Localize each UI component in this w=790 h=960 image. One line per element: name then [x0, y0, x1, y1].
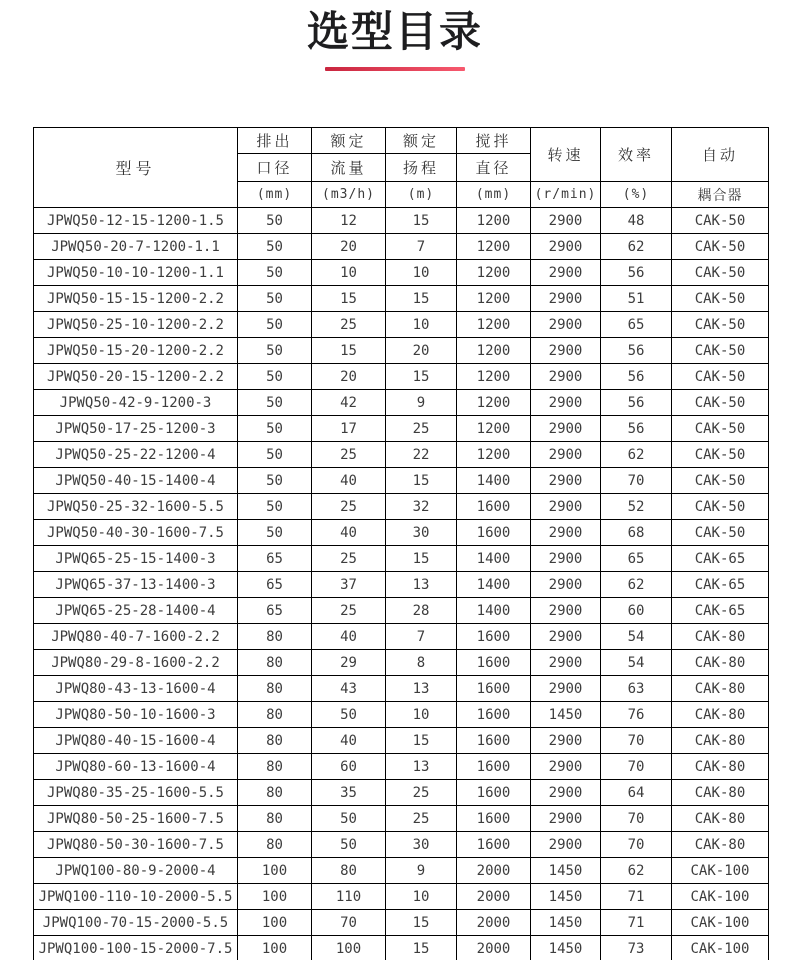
coupling-cell: CAK-80 [672, 650, 769, 676]
table-row [34, 780, 769, 806]
rated-flow-cell: 25 [312, 546, 386, 572]
table-row [34, 442, 769, 468]
model-cell: JPWQ65-37-13-1400-3 [34, 572, 238, 598]
rated-flow-cell: 15 [312, 286, 386, 312]
rated-flow-cell: 15 [312, 338, 386, 364]
outlet-diameter-cell: 65 [238, 598, 312, 624]
model-cell: JPWQ50-17-25-1200-3 [34, 416, 238, 442]
efficiency-cell: 62 [601, 442, 672, 468]
efficiency-cell: 70 [601, 832, 672, 858]
rated-flow-cell: 40 [312, 468, 386, 494]
table-row [34, 936, 769, 960]
mixing-diameter-header-line1: 搅拌 [457, 128, 531, 154]
efficiency-cell: 71 [601, 910, 672, 936]
table-row [34, 806, 769, 832]
rated-head-cell: 15 [386, 936, 457, 960]
model-cell: JPWQ80-40-7-1600-2.2 [34, 624, 238, 650]
coupling-cell: CAK-80 [672, 780, 769, 806]
model-cell: JPWQ100-100-15-2000-7.5 [34, 936, 238, 960]
rated-flow-cell: 100 [312, 936, 386, 960]
rated-flow-cell: 50 [312, 806, 386, 832]
outlet-diameter-cell: 80 [238, 702, 312, 728]
rated-flow-cell: 43 [312, 676, 386, 702]
outlet-diameter-cell: 50 [238, 234, 312, 260]
model-cell: JPWQ80-43-13-1600-4 [34, 676, 238, 702]
coupling-cell: CAK-50 [672, 442, 769, 468]
coupling-cell: CAK-80 [672, 624, 769, 650]
rated-flow-cell: 20 [312, 364, 386, 390]
speed-cell: 2900 [531, 676, 601, 702]
coupling-cell: CAK-50 [672, 208, 769, 234]
table-row [34, 286, 769, 312]
speed-cell: 2900 [531, 338, 601, 364]
efficiency-cell: 56 [601, 260, 672, 286]
speed-cell: 2900 [531, 234, 601, 260]
table-row [34, 910, 769, 936]
efficiency-cell: 65 [601, 312, 672, 338]
rated-flow-cell: 50 [312, 702, 386, 728]
coupling-cell: CAK-50 [672, 234, 769, 260]
efficiency-cell: 52 [601, 494, 672, 520]
rated-head-cell: 10 [386, 260, 457, 286]
outlet-diameter-unit: (mm) [238, 182, 312, 208]
rated-flow-cell: 40 [312, 520, 386, 546]
rated-flow-header-line1: 额定 [312, 128, 386, 154]
efficiency-cell: 70 [601, 806, 672, 832]
coupling-cell: CAK-50 [672, 286, 769, 312]
rated-head-cell: 15 [386, 546, 457, 572]
outlet-diameter-cell: 80 [238, 676, 312, 702]
table-row [34, 468, 769, 494]
efficiency-column-header: 效率 [601, 128, 672, 182]
table-row [34, 650, 769, 676]
efficiency-cell: 56 [601, 364, 672, 390]
mixing-diameter-cell: 1200 [457, 364, 531, 390]
outlet-diameter-cell: 100 [238, 910, 312, 936]
rated-flow-header-line2: 流量 [312, 154, 386, 182]
efficiency-cell: 68 [601, 520, 672, 546]
mixing-diameter-cell: 1200 [457, 312, 531, 338]
rated-flow-cell: 35 [312, 780, 386, 806]
outlet-diameter-cell: 50 [238, 442, 312, 468]
model-cell: JPWQ50-25-10-1200-2.2 [34, 312, 238, 338]
model-cell: JPWQ50-20-15-1200-2.2 [34, 364, 238, 390]
table-header [34, 128, 769, 208]
coupling-cell: CAK-50 [672, 338, 769, 364]
coupling-cell: CAK-100 [672, 936, 769, 960]
efficiency-cell: 54 [601, 650, 672, 676]
efficiency-cell: 60 [601, 598, 672, 624]
speed-cell: 2900 [531, 494, 601, 520]
efficiency-cell: 70 [601, 754, 672, 780]
model-cell: JPWQ80-60-13-1600-4 [34, 754, 238, 780]
outlet-diameter-cell: 50 [238, 468, 312, 494]
outlet-diameter-cell: 65 [238, 572, 312, 598]
coupling-cell: CAK-80 [672, 754, 769, 780]
model-cell: JPWQ50-15-15-1200-2.2 [34, 286, 238, 312]
rated-flow-cell: 25 [312, 442, 386, 468]
mixing-diameter-cell: 1600 [457, 676, 531, 702]
rated-head-cell: 20 [386, 338, 457, 364]
coupling-cell: CAK-50 [672, 494, 769, 520]
speed-cell: 2900 [531, 520, 601, 546]
efficiency-cell: 56 [601, 416, 672, 442]
efficiency-cell: 56 [601, 338, 672, 364]
speed-cell: 2900 [531, 780, 601, 806]
speed-cell: 2900 [531, 728, 601, 754]
table-row [34, 884, 769, 910]
coupling-cell: CAK-50 [672, 520, 769, 546]
table-row [34, 494, 769, 520]
speed-cell: 2900 [531, 754, 601, 780]
outlet-diameter-cell: 50 [238, 286, 312, 312]
table-row [34, 728, 769, 754]
rated-head-cell: 9 [386, 858, 457, 884]
rated-head-cell: 32 [386, 494, 457, 520]
efficiency-cell: 73 [601, 936, 672, 960]
outlet-diameter-cell: 50 [238, 338, 312, 364]
efficiency-cell: 62 [601, 572, 672, 598]
table-row [34, 234, 769, 260]
coupling-cell: CAK-50 [672, 390, 769, 416]
mixing-diameter-cell: 1600 [457, 728, 531, 754]
rated-head-cell: 13 [386, 572, 457, 598]
rated-head-cell: 28 [386, 598, 457, 624]
rated-head-cell: 25 [386, 416, 457, 442]
rated-head-cell: 25 [386, 780, 457, 806]
mixing-diameter-cell: 1600 [457, 754, 531, 780]
rated-flow-cell: 50 [312, 832, 386, 858]
coupling-cell: CAK-80 [672, 676, 769, 702]
table-row [34, 364, 769, 390]
rated-flow-cell: 80 [312, 858, 386, 884]
mixing-diameter-cell: 1600 [457, 702, 531, 728]
rated-flow-cell: 37 [312, 572, 386, 598]
table-row [34, 390, 769, 416]
outlet-diameter-cell: 50 [238, 416, 312, 442]
outlet-diameter-cell: 50 [238, 364, 312, 390]
rated-flow-unit: (m3/h) [312, 182, 386, 208]
rated-head-cell: 10 [386, 884, 457, 910]
table-row [34, 260, 769, 286]
mixing-diameter-unit: (mm) [457, 182, 531, 208]
mixing-diameter-cell: 1600 [457, 832, 531, 858]
rated-flow-cell: 70 [312, 910, 386, 936]
speed-cell: 2900 [531, 832, 601, 858]
model-cell: JPWQ65-25-28-1400-4 [34, 598, 238, 624]
coupling-cell: CAK-100 [672, 884, 769, 910]
coupling-cell: CAK-80 [672, 702, 769, 728]
model-cell: JPWQ50-15-20-1200-2.2 [34, 338, 238, 364]
selection-table [33, 127, 769, 960]
speed-cell: 2900 [531, 416, 601, 442]
model-cell: JPWQ100-80-9-2000-4 [34, 858, 238, 884]
rated-head-cell: 13 [386, 676, 457, 702]
speed-cell: 2900 [531, 468, 601, 494]
rated-flow-cell: 42 [312, 390, 386, 416]
coupling-cell: CAK-80 [672, 806, 769, 832]
mixing-diameter-cell: 1400 [457, 546, 531, 572]
coupling-column-header-line2: 耦合器 [672, 182, 769, 208]
outlet-diameter-header-line2: 口径 [238, 154, 312, 182]
speed-cell: 1450 [531, 858, 601, 884]
model-cell: JPWQ50-10-10-1200-1.1 [34, 260, 238, 286]
rated-head-cell: 8 [386, 650, 457, 676]
coupling-cell: CAK-100 [672, 910, 769, 936]
speed-cell: 2900 [531, 390, 601, 416]
model-cell: JPWQ50-40-15-1400-4 [34, 468, 238, 494]
rated-head-cell: 10 [386, 312, 457, 338]
mixing-diameter-cell: 1400 [457, 598, 531, 624]
speed-cell: 2900 [531, 442, 601, 468]
speed-cell: 1450 [531, 936, 601, 960]
coupling-cell: CAK-65 [672, 546, 769, 572]
efficiency-cell: 48 [601, 208, 672, 234]
outlet-diameter-cell: 100 [238, 858, 312, 884]
speed-cell: 2900 [531, 286, 601, 312]
coupling-cell: CAK-50 [672, 312, 769, 338]
coupling-cell: CAK-50 [672, 468, 769, 494]
efficiency-cell: 63 [601, 676, 672, 702]
rated-flow-cell: 25 [312, 598, 386, 624]
table-row [34, 546, 769, 572]
model-cell: JPWQ50-25-32-1600-5.5 [34, 494, 238, 520]
mixing-diameter-cell: 1600 [457, 650, 531, 676]
rated-head-header-line1: 额定 [386, 128, 457, 154]
model-cell: JPWQ100-70-15-2000-5.5 [34, 910, 238, 936]
speed-cell: 1450 [531, 884, 601, 910]
rated-flow-cell: 40 [312, 624, 386, 650]
coupling-cell: CAK-50 [672, 260, 769, 286]
mixing-diameter-cell: 1200 [457, 260, 531, 286]
mixing-diameter-cell: 1600 [457, 624, 531, 650]
efficiency-cell: 70 [601, 728, 672, 754]
speed-cell: 2900 [531, 364, 601, 390]
title-divider [325, 67, 465, 71]
rated-head-cell: 15 [386, 910, 457, 936]
outlet-diameter-header-line1: 排出 [238, 128, 312, 154]
outlet-diameter-cell: 50 [238, 494, 312, 520]
outlet-diameter-cell: 50 [238, 390, 312, 416]
model-cell: JPWQ80-29-8-1600-2.2 [34, 650, 238, 676]
table-row [34, 832, 769, 858]
rated-flow-cell: 40 [312, 728, 386, 754]
mixing-diameter-cell: 1400 [457, 468, 531, 494]
efficiency-cell: 71 [601, 884, 672, 910]
outlet-diameter-cell: 80 [238, 780, 312, 806]
model-cell: JPWQ50-42-9-1200-3 [34, 390, 238, 416]
mixing-diameter-cell: 2000 [457, 936, 531, 960]
outlet-diameter-cell: 50 [238, 312, 312, 338]
rated-head-cell: 7 [386, 234, 457, 260]
mixing-diameter-cell: 1200 [457, 286, 531, 312]
speed-cell: 2900 [531, 806, 601, 832]
speed-cell: 1450 [531, 910, 601, 936]
efficiency-cell: 70 [601, 468, 672, 494]
model-cell: JPWQ80-35-25-1600-5.5 [34, 780, 238, 806]
coupling-cell: CAK-80 [672, 728, 769, 754]
outlet-diameter-cell: 80 [238, 624, 312, 650]
outlet-diameter-cell: 80 [238, 728, 312, 754]
mixing-diameter-cell: 1200 [457, 442, 531, 468]
table-row [34, 702, 769, 728]
efficiency-cell: 56 [601, 390, 672, 416]
outlet-diameter-cell: 80 [238, 650, 312, 676]
model-cell: JPWQ50-25-22-1200-4 [34, 442, 238, 468]
efficiency-cell: 76 [601, 702, 672, 728]
table-row [34, 312, 769, 338]
model-cell: JPWQ65-25-15-1400-3 [34, 546, 238, 572]
efficiency-cell: 54 [601, 624, 672, 650]
speed-cell: 2900 [531, 208, 601, 234]
speed-cell: 1450 [531, 702, 601, 728]
outlet-diameter-cell: 100 [238, 936, 312, 960]
efficiency-unit: (%) [601, 182, 672, 208]
model-cell: JPWQ50-20-7-1200-1.1 [34, 234, 238, 260]
outlet-diameter-cell: 65 [238, 546, 312, 572]
rated-flow-cell: 25 [312, 494, 386, 520]
rated-head-cell: 15 [386, 728, 457, 754]
table-row [34, 208, 769, 234]
rated-head-cell: 9 [386, 390, 457, 416]
outlet-diameter-cell: 50 [238, 520, 312, 546]
rated-head-cell: 22 [386, 442, 457, 468]
mixing-diameter-cell: 1400 [457, 572, 531, 598]
table-row [34, 598, 769, 624]
efficiency-cell: 64 [601, 780, 672, 806]
coupling-cell: CAK-50 [672, 416, 769, 442]
table-row [34, 572, 769, 598]
rated-head-unit: (m) [386, 182, 457, 208]
model-cell: JPWQ100-110-10-2000-5.5 [34, 884, 238, 910]
mixing-diameter-cell: 1200 [457, 234, 531, 260]
rated-flow-cell: 20 [312, 234, 386, 260]
mixing-diameter-cell: 1200 [457, 208, 531, 234]
speed-cell: 2900 [531, 598, 601, 624]
rated-head-cell: 15 [386, 364, 457, 390]
table-row [34, 624, 769, 650]
mixing-diameter-cell: 1600 [457, 494, 531, 520]
rated-head-cell: 13 [386, 754, 457, 780]
outlet-diameter-cell: 80 [238, 832, 312, 858]
efficiency-cell: 51 [601, 286, 672, 312]
mixing-diameter-header-line2: 直径 [457, 154, 531, 182]
mixing-diameter-cell: 1200 [457, 338, 531, 364]
speed-unit: (r/min) [531, 182, 601, 208]
rated-head-cell: 30 [386, 520, 457, 546]
efficiency-cell: 65 [601, 546, 672, 572]
speed-column-header: 转速 [531, 128, 601, 182]
table-row [34, 858, 769, 884]
speed-cell: 2900 [531, 260, 601, 286]
page-title: 选型目录 [306, 8, 483, 55]
rated-flow-cell: 17 [312, 416, 386, 442]
mixing-diameter-cell: 1600 [457, 520, 531, 546]
speed-cell: 2900 [531, 624, 601, 650]
model-cell: JPWQ80-50-25-1600-7.5 [34, 806, 238, 832]
efficiency-cell: 62 [601, 234, 672, 260]
model-column-header: 型号 [34, 128, 238, 208]
coupling-column-header: 自动 [672, 128, 769, 182]
speed-cell: 2900 [531, 312, 601, 338]
rated-flow-cell: 12 [312, 208, 386, 234]
rated-head-header-line2: 扬程 [386, 154, 457, 182]
table-row [34, 754, 769, 780]
model-cell: JPWQ80-50-10-1600-3 [34, 702, 238, 728]
rated-flow-cell: 60 [312, 754, 386, 780]
mixing-diameter-cell: 1600 [457, 806, 531, 832]
model-cell: JPWQ80-40-15-1600-4 [34, 728, 238, 754]
coupling-cell: CAK-80 [672, 832, 769, 858]
outlet-diameter-cell: 80 [238, 806, 312, 832]
rated-flow-cell: 110 [312, 884, 386, 910]
coupling-cell: CAK-100 [672, 858, 769, 884]
table-body [34, 208, 769, 960]
speed-cell: 2900 [531, 546, 601, 572]
mixing-diameter-cell: 1200 [457, 416, 531, 442]
coupling-cell: CAK-65 [672, 598, 769, 624]
table-row [34, 520, 769, 546]
rated-flow-cell: 25 [312, 312, 386, 338]
rated-head-cell: 15 [386, 208, 457, 234]
outlet-diameter-cell: 50 [238, 208, 312, 234]
mixing-diameter-cell: 2000 [457, 858, 531, 884]
model-cell: JPWQ80-50-30-1600-7.5 [34, 832, 238, 858]
mixing-diameter-cell: 1600 [457, 780, 531, 806]
speed-cell: 2900 [531, 650, 601, 676]
rated-flow-cell: 29 [312, 650, 386, 676]
table-row [34, 416, 769, 442]
model-cell: JPWQ50-40-30-1600-7.5 [34, 520, 238, 546]
rated-head-cell: 7 [386, 624, 457, 650]
table-row [34, 676, 769, 702]
rated-flow-cell: 10 [312, 260, 386, 286]
rated-head-cell: 25 [386, 806, 457, 832]
outlet-diameter-cell: 100 [238, 884, 312, 910]
outlet-diameter-cell: 80 [238, 754, 312, 780]
mixing-diameter-cell: 2000 [457, 884, 531, 910]
rated-head-cell: 10 [386, 702, 457, 728]
mixing-diameter-cell: 2000 [457, 910, 531, 936]
speed-cell: 2900 [531, 572, 601, 598]
model-cell: JPWQ50-12-15-1200-1.5 [34, 208, 238, 234]
rated-head-cell: 15 [386, 468, 457, 494]
outlet-diameter-cell: 50 [238, 260, 312, 286]
coupling-cell: CAK-50 [672, 364, 769, 390]
coupling-cell: CAK-65 [672, 572, 769, 598]
table-row [34, 338, 769, 364]
mixing-diameter-cell: 1200 [457, 390, 531, 416]
rated-head-cell: 30 [386, 832, 457, 858]
rated-head-cell: 15 [386, 286, 457, 312]
efficiency-cell: 62 [601, 858, 672, 884]
